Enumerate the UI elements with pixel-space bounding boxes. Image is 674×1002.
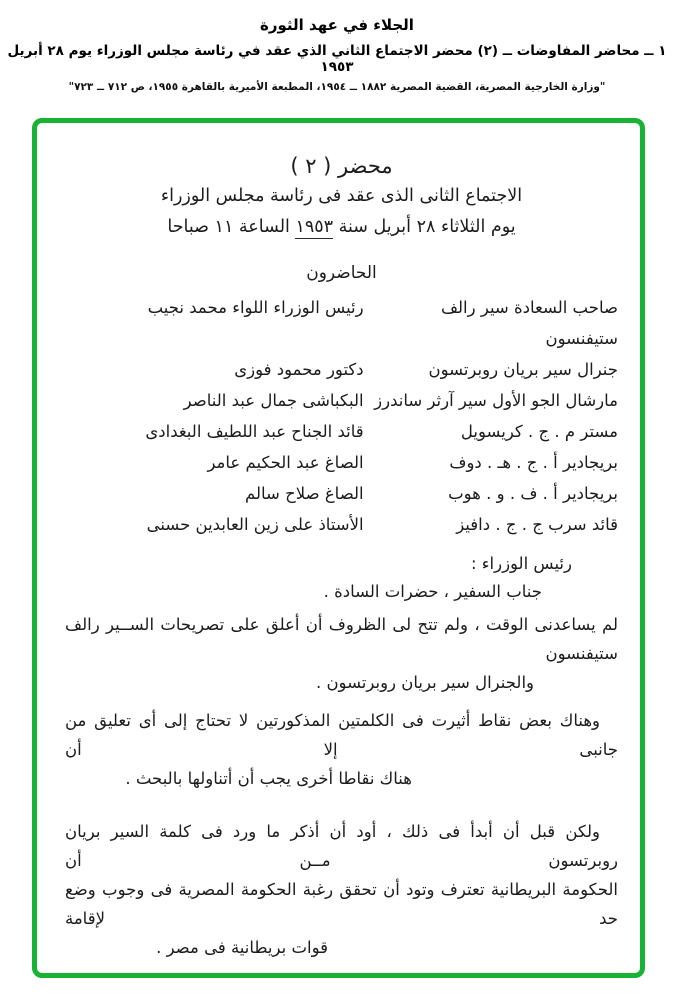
speaker-label: رئيس الوزراء : bbox=[470, 554, 572, 573]
meeting-datetime-line bbox=[65, 212, 618, 242]
paragraph-line: قوات بريطانية فى مصر . bbox=[156, 938, 328, 957]
paragraph-line: هناك نقاطا أخرى يجب أن أتناولها بالبحث . bbox=[125, 769, 412, 788]
attendee-british: مستر م . ج . كريسويل bbox=[460, 422, 618, 441]
attendee-british: بريجادير أ . ج . هـ . دوف bbox=[449, 453, 618, 472]
document-header bbox=[0, 0, 674, 93]
attendee-row bbox=[65, 509, 618, 540]
attendee-egyptian: الصاغ عبد الحكيم عامر bbox=[207, 453, 364, 472]
speech-paragraph bbox=[65, 610, 618, 697]
attendee-row bbox=[65, 416, 618, 447]
paragraph-line: لم يساعدنى الوقت ، ولم تتح لى الظروف أن أعلق على تصريحات الســير رالف ستيفنسون bbox=[65, 615, 618, 663]
attendee-row bbox=[65, 354, 618, 385]
meeting-title-line: الاجتماع الثانى الذى عقد فى رئاسة مجلس الوزراء bbox=[160, 186, 523, 206]
attendee-egyptian: قائد الجناح عبد اللطيف البغدادى bbox=[145, 422, 364, 441]
meeting-date-year: ١٩٥٣ bbox=[295, 217, 334, 237]
attendees-heading: الحاضرون bbox=[306, 263, 377, 283]
attendee-british: جنرال سير بريان روبرتسون bbox=[428, 360, 618, 379]
attendee-british: بريجادير أ . ف . و . هوب bbox=[448, 484, 618, 503]
attendee-british: صاحب السعادة سير رالف ستيفنسون bbox=[440, 298, 618, 348]
attendee-egyptian: دكتور محمود فوزى bbox=[234, 360, 364, 379]
attendees-list bbox=[65, 292, 618, 540]
meeting-date-prefix: يوم الثلاثاء ٢٨ أبريل سنة bbox=[333, 217, 516, 237]
attendee-egyptian: البكباشى جمال عبد الناصر bbox=[183, 391, 364, 410]
attendee-row bbox=[65, 478, 618, 509]
attendee-egyptian: الأستاذ على زين العابدين حسنى bbox=[146, 515, 364, 534]
paragraph-line: ولكن قبل أن أبدأ فى ذلك ، أود أن أذكر ما ورد فى كلمة السير بريان روبرتسون مــن أن bbox=[65, 822, 618, 870]
speech-paragraph bbox=[65, 706, 618, 793]
attendee-row bbox=[65, 292, 618, 354]
attendee-egyptian: رئيس الوزراء اللواء محمد نجيب bbox=[147, 298, 364, 317]
meeting-date-suffix: الساعة ١١ صباحا bbox=[167, 217, 296, 237]
attendee-british: قائد سرب ج . ج . دافيز bbox=[456, 515, 618, 534]
attendee-row bbox=[65, 385, 618, 416]
minutes-number-heading: محضر ( ٢ ) bbox=[290, 154, 393, 178]
attendee-egyptian: الصاغ صلاح سالم bbox=[244, 484, 364, 503]
paragraph-line: والجنرال سير بريان روبرتسون . bbox=[315, 673, 534, 692]
chapter-heading-line: ١ ــ محاضر المفاوضات ــ (٢) محضر الاجتماع الثاني الذي عقد في رئاسة مجلس الوزراء يوم ٢٨ أبريل ١٩٥٣ bbox=[7, 43, 667, 75]
source-citation: "وزارة الخارجية المصرية، القضية المصرية ١٨٨٢ ــ ١٩٥٤، المطبعة الأميرية بالقاهرة ١٩٥٥، ص ٧١٢ ــ ٧٢٣" bbox=[68, 81, 606, 93]
highlighted-minutes-box bbox=[32, 118, 645, 978]
speech-paragraph bbox=[65, 817, 618, 962]
salutation-line: جناب السفير ، حضرات السادة . bbox=[323, 582, 542, 601]
book-title: الجلاء في عهد الثورة bbox=[260, 16, 414, 34]
attendee-row bbox=[65, 447, 618, 478]
paragraph-line: وهناك بعض نقاط أثيرت فى الكلمتين المذكورتين لا تحتاج إلى أى تعليق من جانبى إلا أن bbox=[65, 711, 618, 759]
paragraph-line: الحكومة البريطانية تعترف وتود أن تحقق رغبة الحكومة المصرية فى وجوب وضع حد لإقامة bbox=[65, 880, 618, 928]
attendee-british: مارشال الجو الأول سير آرثر ساندرز bbox=[374, 391, 618, 410]
